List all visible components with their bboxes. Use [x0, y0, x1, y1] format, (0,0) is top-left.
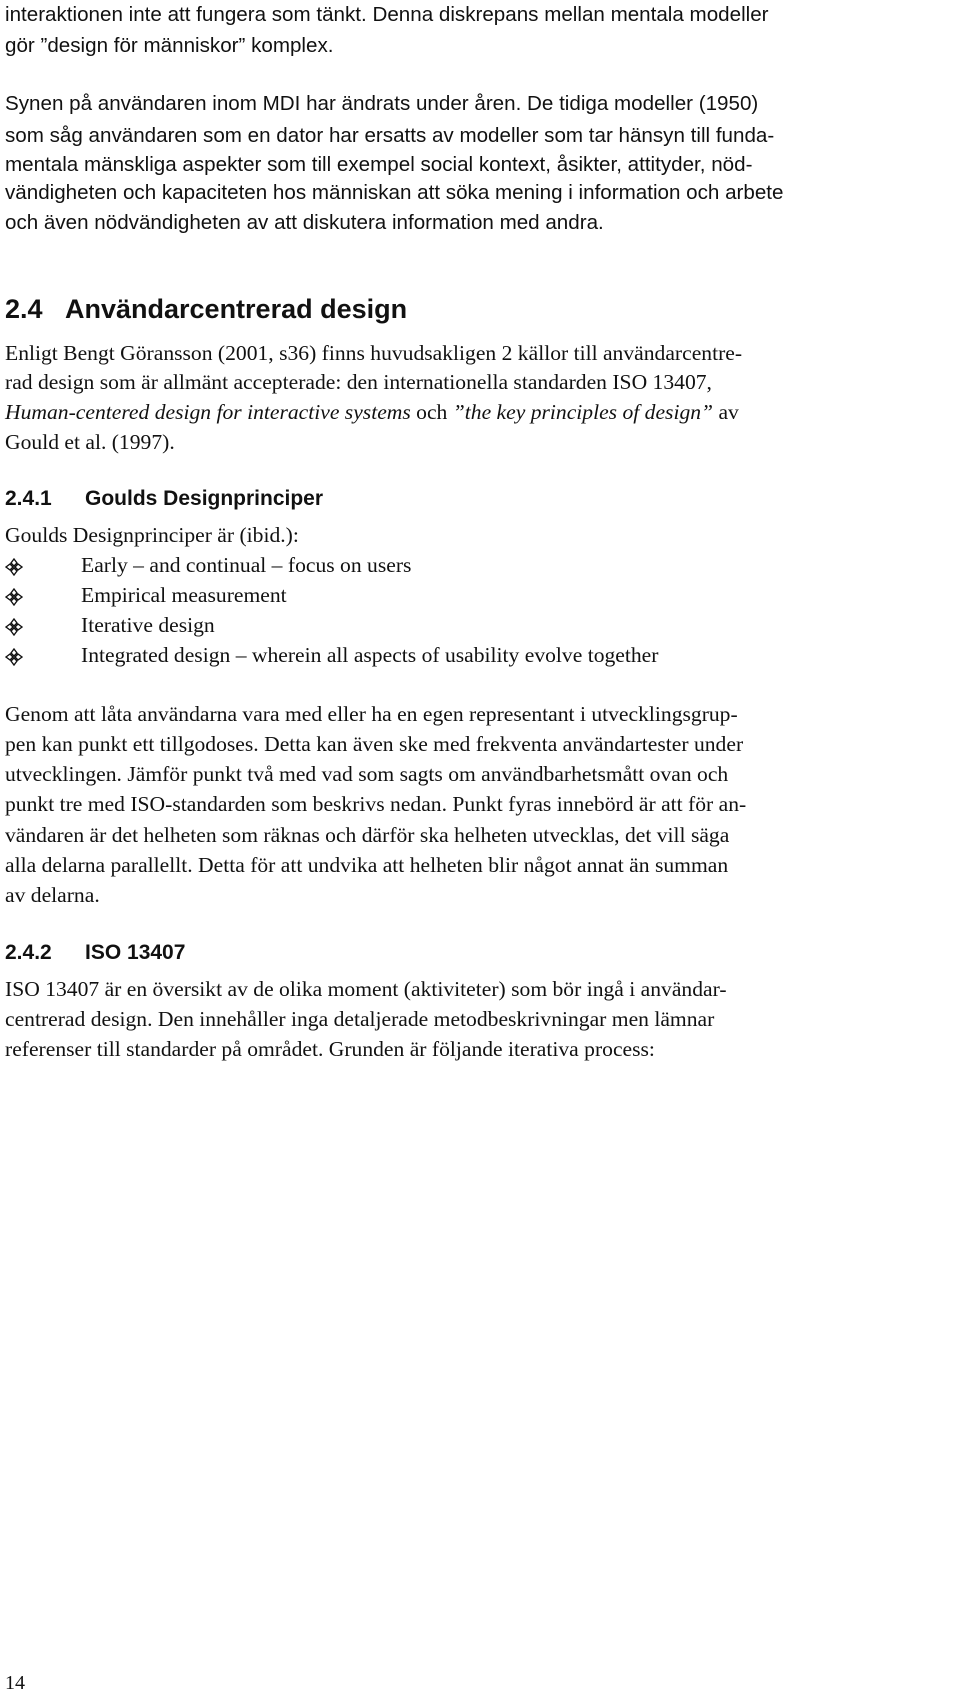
- gould-paragraph-line-1: Genom att låta användarna vara med eller ha en egen representant i utvecklingsgrup-: [5, 702, 738, 726]
- section-2-4-line-4: Gould et al. (1997).: [5, 430, 175, 454]
- page-number: 14: [5, 1672, 25, 1694]
- section-heading-2-4-2: [5, 942, 185, 963]
- section-number: 2.4.2: [5, 941, 52, 964]
- mdi-paragraph-line-1: Synen på användaren inom MDI har ändrats under åren. De tidiga modeller (1950): [5, 92, 759, 115]
- gould-title-italic: ”the key principles of design”: [452, 400, 714, 424]
- mdi-paragraph-line-3: mentala mänskliga aspekter som till exempel social kontext, åsikter, attityder, nöd-: [5, 153, 753, 176]
- section-title: Goulds Designprinciper: [85, 487, 324, 510]
- gould-paragraph-line-4: punkt tre med ISO-standarden som beskrivs nedan. Punkt fyras innebörd är att för an-: [5, 792, 747, 816]
- bullet-text: Iterative design: [81, 613, 215, 637]
- bullet-text: Early – and continual – focus on users: [81, 553, 412, 577]
- iso-paragraph-line-1: ISO 13407 är en översikt av de olika moment (aktiviteter) som bör ingå i användar-: [5, 977, 727, 1001]
- intro-line-1: interaktionen inte att fungera som tänkt. Denna diskrepans mellan mentala modeller: [5, 3, 769, 26]
- mdi-paragraph-line-4: vändigheten och kapaciteten hos människan att söka mening i information och arbete: [5, 181, 784, 204]
- gould-paragraph-line-5: vändaren är det helheten som räknas och därför ska helheten utvecklas, det vill säga: [5, 823, 730, 847]
- line-end: av: [713, 400, 739, 424]
- mdi-paragraph-line-5: och även nödvändigheten av att diskutera information med andra.: [5, 211, 604, 234]
- diamond-ornament-icon: [5, 618, 23, 636]
- diamond-ornament-icon: [5, 648, 23, 666]
- section-2-4-line-1: Enligt Bengt Göransson (2001, s36) finns huvudsakligen 2 källor till användarcentre-: [5, 341, 743, 365]
- section-number: 2.4.1: [5, 487, 52, 510]
- diamond-ornament-icon: [5, 588, 23, 606]
- intro-line-2: gör ”design för människor” komplex.: [5, 34, 334, 57]
- conjunction: och: [410, 400, 453, 424]
- section-2-4-line-2: rad design som är allmänt accepterade: den internationella standarden ISO 13407,: [5, 370, 712, 394]
- mdi-paragraph-line-2: som såg användaren som en dator har ersatts av modeller som tar hänsyn till funda-: [5, 124, 775, 147]
- gould-paragraph-line-7: av delarna.: [5, 883, 100, 907]
- section-2-4-line-3: [5, 402, 739, 424]
- gould-paragraph-line-6: alla delarna parallellt. Detta för att undvika att helheten blir något annat än summan: [5, 853, 729, 877]
- section-2-4-1-intro: Goulds Designprinciper är (ibid.):: [5, 523, 299, 547]
- section-heading-2-4: [5, 296, 407, 323]
- section-title: ISO 13407: [85, 941, 186, 964]
- iso-title-italic: Human-centered design for interactive systems: [5, 400, 411, 424]
- gould-paragraph-line-2: pen kan punkt ett tillgodoses. Detta kan även ske med frekventa användartester under: [5, 732, 744, 756]
- diamond-ornament-icon: [5, 558, 23, 576]
- iso-paragraph-line-3: referenser till standarder på området. Grunden är följande iterativa process:: [5, 1037, 655, 1061]
- section-number: 2.4: [5, 294, 43, 324]
- section-heading-2-4-1: [5, 488, 323, 509]
- section-title: Användarcentrerad design: [65, 294, 408, 324]
- bullet-text: Empirical measurement: [81, 583, 287, 607]
- iso-paragraph-line-2: centrerad design. Den innehåller inga detaljerade metodbeskrivningar men lämnar: [5, 1007, 715, 1031]
- gould-paragraph-line-3: utvecklingen. Jämför punkt två med vad som sagts om användbarhetsmått ovan och: [5, 762, 729, 786]
- bullet-text: Integrated design – wherein all aspects of usability evolve together: [81, 643, 659, 667]
